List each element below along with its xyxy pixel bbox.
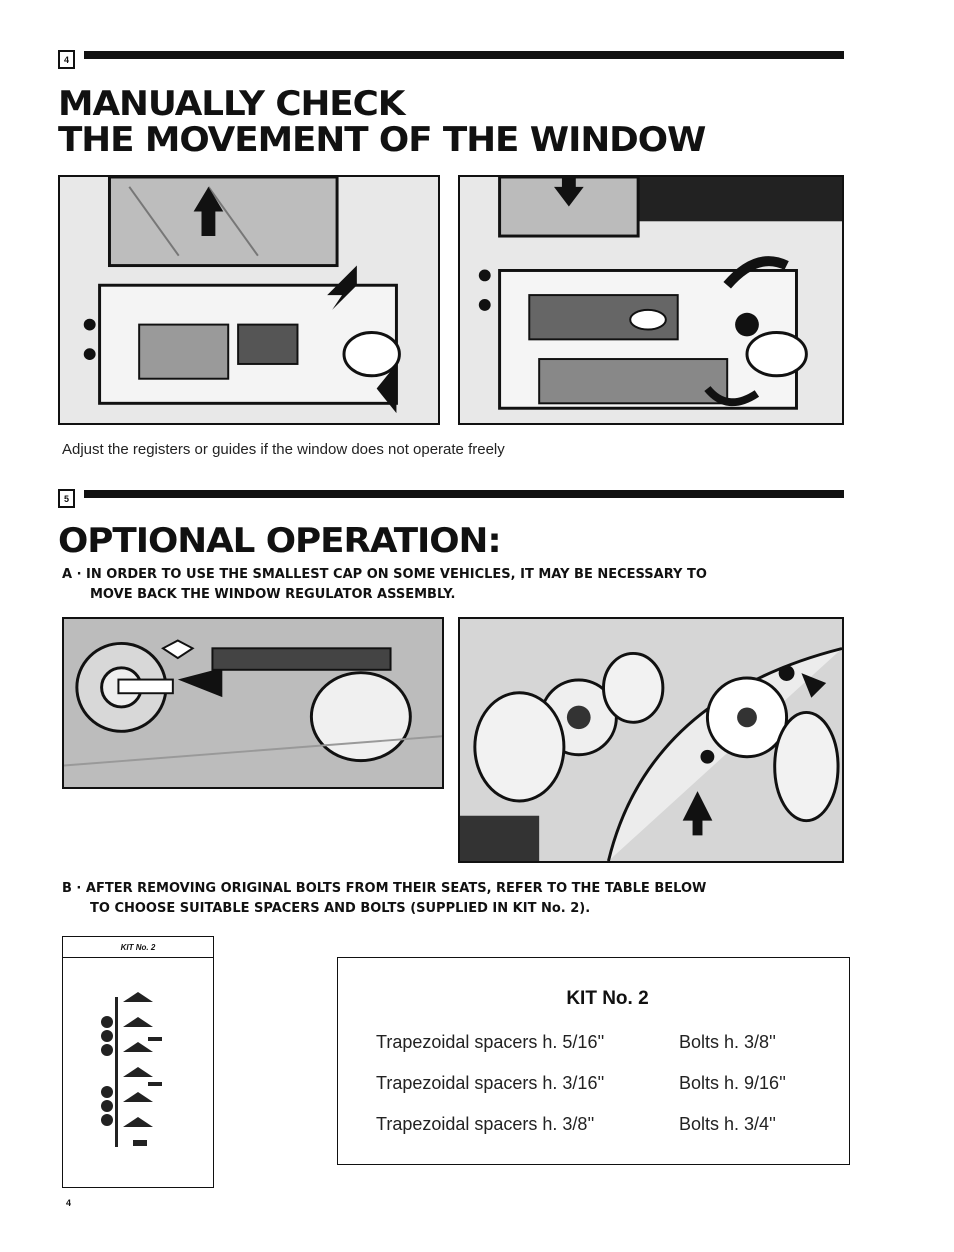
kit-card: [62, 936, 214, 1188]
spacer-spec: Trapezoidal spacers h. 3/16'': [376, 1073, 605, 1093]
bolt-spec: Bolts h. 3/4'': [679, 1114, 776, 1134]
bolt-spec: Bolts h. 9/16'': [679, 1073, 786, 1093]
kit-row: [376, 1114, 776, 1135]
instruction-a-line2: MOVE BACK THE WINDOW REGULATOR ASSEMBLY.: [90, 587, 456, 602]
step-4-title-line1: MANUALLY CHECK: [58, 84, 405, 124]
spacer-spec: Trapezoidal spacers h. 3/8'': [376, 1114, 595, 1134]
step-number: 4: [58, 50, 75, 69]
spacer-spec: Trapezoidal spacers h. 5/16'': [376, 1032, 605, 1052]
instruction-b-line2: TO CHOOSE SUITABLE SPACERS AND BOLTS (SUPPLIED IN KIT No. 2).: [90, 901, 591, 916]
step-number: 5: [58, 489, 75, 508]
kit-card-label: KIT No. 2: [63, 937, 213, 958]
step-4-header: [58, 50, 844, 72]
instruction-a-line1: A · IN ORDER TO USE THE SMALLEST CAP ON SOME VEHICLES, IT MAY BE NECESSARY TO: [62, 567, 707, 582]
kit-row: [376, 1073, 786, 1094]
instruction-b-line1: B · AFTER REMOVING ORIGINAL BOLTS FROM THEIR SEATS, REFER TO THE TABLE BELOW: [62, 881, 707, 896]
illustration-reposition-assembly: [458, 617, 844, 863]
kit-table-title: KIT No. 2: [566, 988, 649, 1009]
illustration-remove-bolt: [62, 617, 444, 789]
step-4-caption: Adjust the registers or guides if the window does not operate freely: [62, 441, 505, 458]
page-number: 4: [66, 1198, 72, 1208]
bolt-spec: Bolts h. 3/8'': [679, 1032, 776, 1052]
illustration-window-up: [58, 175, 440, 425]
step-5-title: OPTIONAL OPERATION:: [58, 521, 501, 561]
kit-row: [376, 1032, 776, 1053]
illustration-window-down: [458, 175, 844, 425]
section-rule: [84, 51, 844, 59]
step-4-title-line2: THE MOVEMENT OF THE WINDOW: [58, 120, 706, 160]
step-5-header: [58, 489, 844, 511]
instruction-a: [62, 565, 848, 605]
kit-contents-image: [93, 982, 173, 1157]
instruction-b: [62, 879, 848, 919]
section-rule: [84, 490, 844, 498]
kit-table: [337, 957, 850, 1165]
